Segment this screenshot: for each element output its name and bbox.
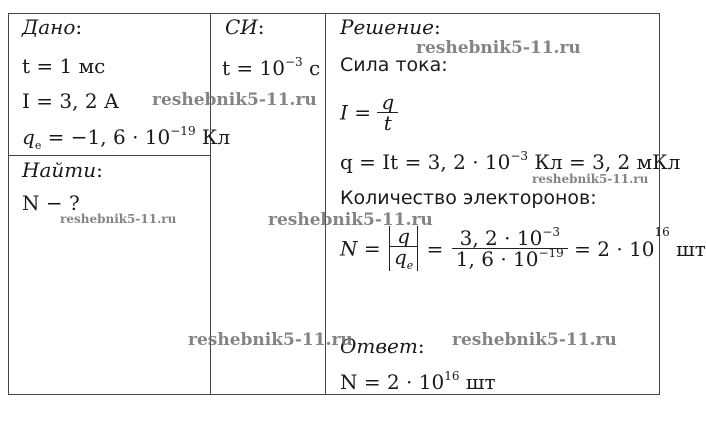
count-result-exponent: 16 (654, 224, 670, 239)
table-left-border (8, 13, 9, 395)
abs-ratio-den-subscript: e (406, 259, 414, 272)
si-time (222, 55, 321, 80)
abs-ratio-den-symbol: q (393, 245, 407, 269)
answer-value-unit: шт (459, 370, 496, 394)
given-time: t = 1 мс (22, 54, 106, 78)
answer-value-exponent: 16 (444, 369, 460, 383)
table-top-border (8, 13, 660, 14)
qe-value: = −1, 6 · 10 (41, 125, 171, 149)
electron-count-label: Количество электоронов: (340, 187, 597, 209)
count-equals: = (426, 236, 444, 261)
given-header (22, 17, 82, 37)
answer-header-text: Ответ (340, 334, 418, 358)
solution-header-text: Решение (340, 15, 434, 39)
si-header (225, 17, 265, 37)
find-unknown: N − ? (22, 191, 80, 215)
watermark: reshebnik5-11.ru (452, 330, 617, 350)
table-right-border (659, 13, 660, 395)
watermark: reshebnik5-11.ru (188, 330, 353, 350)
given-find-divider (8, 155, 211, 156)
abs-ratio-denominator (390, 246, 417, 271)
find-header-colon: : (96, 158, 103, 182)
watermark: reshebnik5-11.ru (532, 172, 649, 186)
numeric-num-value: 3, 2 · 10 (459, 226, 543, 250)
count-result-unit: шт (669, 236, 706, 261)
numeric-den-exponent: −19 (538, 246, 564, 260)
numeric-ratio (452, 225, 568, 271)
given-electron-charge (22, 124, 231, 152)
abs-charge-ratio (389, 226, 418, 271)
watermark: reshebnik5-11.ru (60, 212, 177, 226)
count-formula-lhs: N = (340, 236, 381, 261)
solution-header-colon: : (433, 15, 441, 39)
charge-calculation-exponent: −3 (510, 149, 529, 163)
si-header-text: СИ (225, 15, 258, 39)
numeric-num-exponent: −3 (542, 225, 560, 239)
qe-unit: Кл (195, 125, 231, 149)
watermark: reshebnik5-11.ru (268, 210, 433, 230)
watermark: reshebnik5-11.ru (416, 38, 581, 58)
si-time-exponent: −3 (284, 55, 303, 69)
si-header-colon: : (257, 15, 265, 39)
charge-calculation-part2: Кл = 3, 2 мКл (528, 150, 681, 174)
given-header-colon: : (75, 15, 83, 39)
current-label: Сила тока: (340, 54, 448, 76)
solution-header (340, 17, 441, 37)
current-fraction (377, 92, 398, 133)
si-time-unit: с (302, 56, 321, 80)
qe-subscript: e (34, 139, 42, 152)
numeric-den-value: 1, 6 · 10 (455, 247, 539, 271)
current-fraction-denominator: t (377, 112, 398, 133)
si-time-value: t = 10 (222, 56, 285, 80)
given-current: I = 3, 2 А (22, 89, 120, 113)
answer-value-text: N = 2 · 10 (340, 370, 445, 394)
given-header-text: Дано (22, 15, 76, 39)
watermark: reshebnik5-11.ru (152, 90, 317, 110)
answer-header-colon: : (417, 334, 425, 358)
current-fraction-numerator: q (381, 90, 395, 114)
qe-symbol: q (22, 125, 35, 149)
charge-calculation (340, 149, 681, 174)
count-result (574, 224, 706, 261)
electron-count-formula (340, 226, 706, 271)
abs-ratio-numerator: q (397, 224, 411, 248)
table-bottom-border (8, 394, 660, 395)
numeric-ratio-denominator (452, 248, 568, 269)
qe-exponent: −19 (170, 124, 196, 138)
count-result-value: = 2 · 10 (574, 236, 655, 261)
charge-calculation-part1: q = It = 3, 2 · 10 (340, 150, 511, 174)
find-header-text: Найти (22, 158, 97, 182)
answer-value (340, 369, 496, 394)
numeric-ratio-numerator (452, 225, 568, 250)
find-header (22, 160, 103, 180)
current-formula (340, 92, 398, 133)
current-formula-lhs: I = (340, 100, 372, 125)
